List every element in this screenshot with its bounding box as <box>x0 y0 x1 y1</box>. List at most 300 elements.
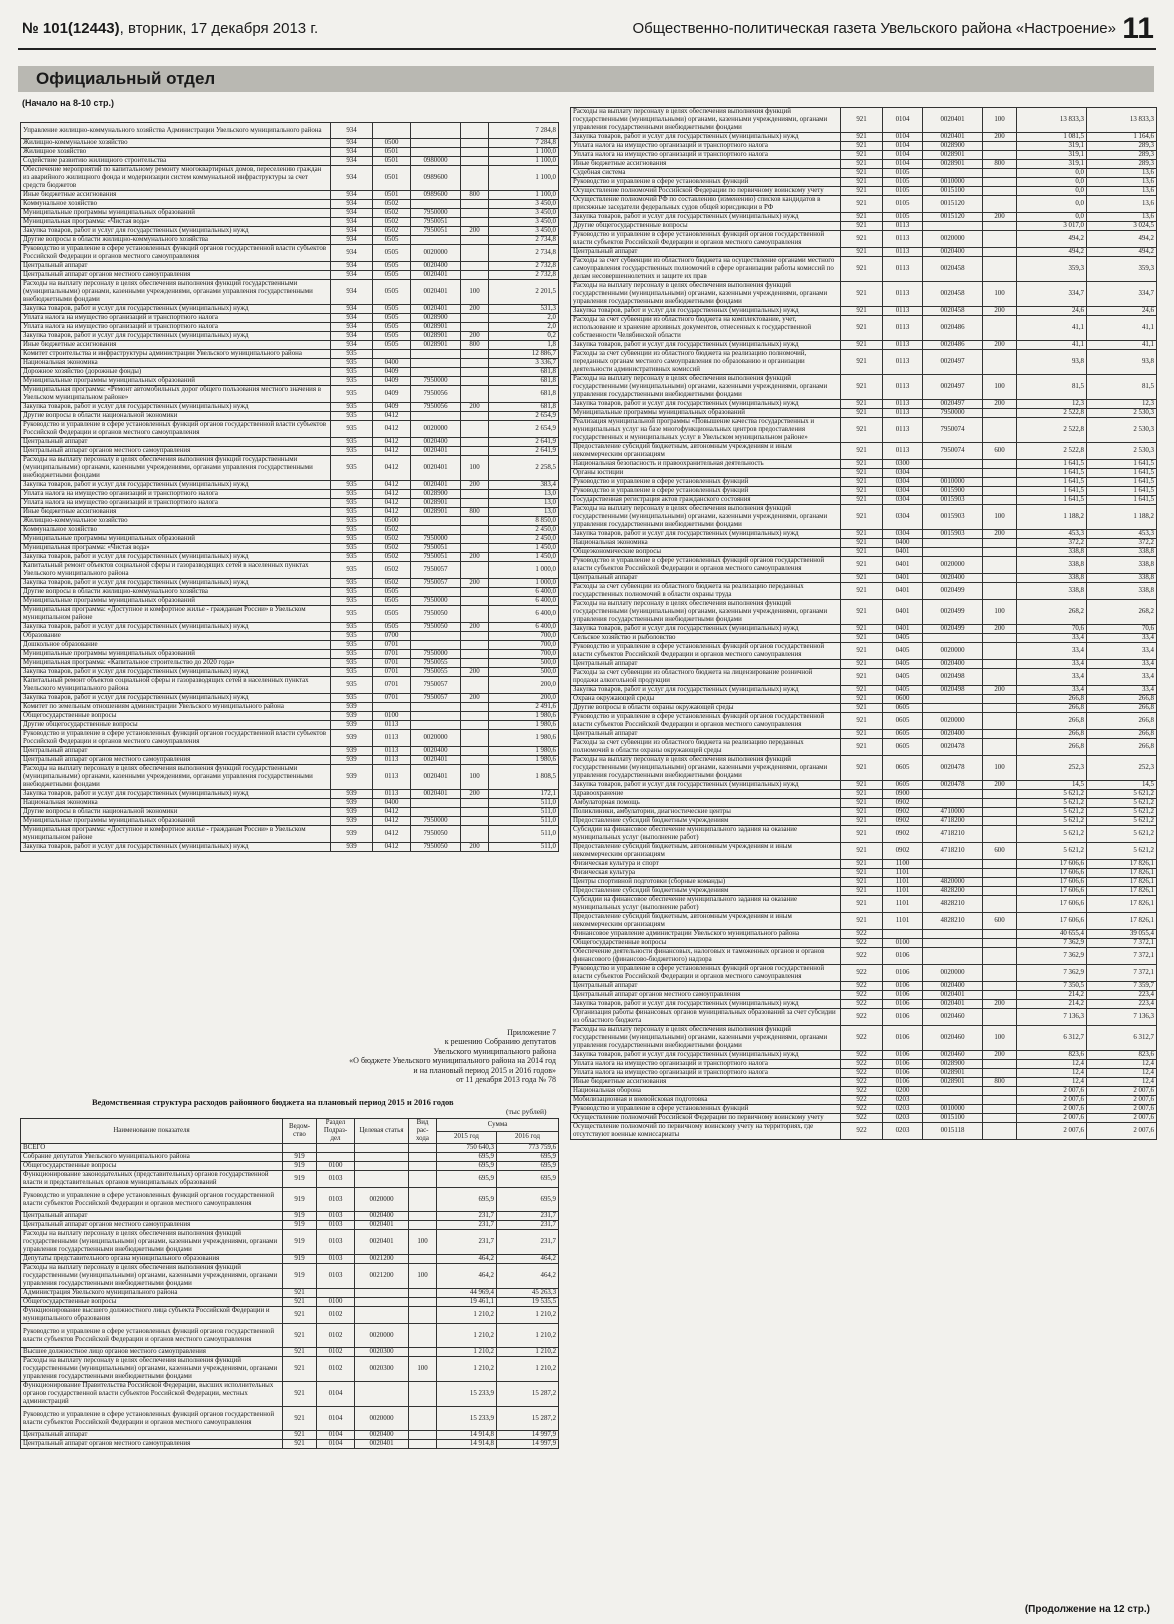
row-value-cell: 0600 <box>883 695 923 704</box>
row-value-cell <box>983 1105 1017 1114</box>
row-value-cell: 0105 <box>883 169 923 178</box>
row-value-cell: 33,4 <box>1087 634 1157 643</box>
row-value-cell <box>461 703 489 712</box>
row-value-cell: 266,8 <box>1017 739 1087 756</box>
row-value-cell: 0502 <box>373 544 411 553</box>
row-value-cell: 100 <box>983 282 1017 307</box>
row-value-cell: 0502 <box>373 209 411 218</box>
row-value-cell: 0020401 <box>923 1000 983 1009</box>
row-value-cell: 0113 <box>373 790 411 799</box>
row-value-cell <box>923 948 983 965</box>
row-value-cell <box>983 869 1017 878</box>
row-value-cell: 359,3 <box>1087 257 1157 282</box>
row-value-cell: 0500 <box>373 139 411 148</box>
row-value-cell: 0400 <box>373 359 411 368</box>
row-value-cell: 494,2 <box>1017 248 1087 257</box>
row-value-cell: 0020401 <box>411 305 461 314</box>
table-row <box>571 151 1157 160</box>
row-value-cell: 13 833,3 <box>1087 108 1157 133</box>
row-value-cell <box>983 178 1017 187</box>
row-value-cell: 7950057 <box>411 579 461 588</box>
row-value-cell: 695,9 <box>437 1153 497 1162</box>
row-value-cell <box>983 1060 1017 1069</box>
row-value-cell: 0106 <box>883 1078 923 1087</box>
row-value-cell: 372,2 <box>1017 539 1087 548</box>
row-value-cell <box>983 1069 1017 1078</box>
table-row <box>571 1078 1157 1087</box>
row-value-cell: 7950000 <box>923 409 983 418</box>
row-value-cell <box>355 1382 409 1407</box>
row-value-cell: 1101 <box>883 896 923 913</box>
row-value-cell: 0021200 <box>355 1255 409 1264</box>
row-value-cell: 0028901 <box>411 332 461 341</box>
row-name-cell: Депутаты представительного органа муниципального образования <box>21 1255 283 1264</box>
row-name-cell: Физическая культура <box>571 869 841 878</box>
row-name-cell: Обеспечение деятельности финансовых, налоговых и таможенных органов и органов финансового (финансово-бюджетного) надзора <box>571 948 841 965</box>
row-value-cell: 921 <box>841 530 883 539</box>
row-value-cell: 1101 <box>883 878 923 887</box>
row-value-cell: 0102 <box>317 1357 355 1382</box>
row-value-cell: 922 <box>841 991 883 1000</box>
row-value-cell <box>373 703 411 712</box>
row-value-cell: 0412 <box>373 421 411 438</box>
table-row <box>571 108 1157 133</box>
table-row <box>571 878 1157 887</box>
row-value-cell: 921 <box>841 826 883 843</box>
row-name-cell: Руководство и управление в сфере установленных функций <box>571 478 841 487</box>
row-value-cell: 1 210,2 <box>497 1307 559 1324</box>
row-value-cell: 13,6 <box>1087 178 1157 187</box>
row-value-cell <box>923 860 983 869</box>
row-value-cell: 33,4 <box>1017 634 1087 643</box>
row-value-cell: 0020478 <box>923 781 983 790</box>
row-value-cell: 921 <box>283 1289 317 1298</box>
row-name-cell: Здравоохранение <box>571 790 841 799</box>
row-value-cell: 1 980,6 <box>489 730 559 747</box>
row-value-cell: 14 997,9 <box>497 1440 559 1449</box>
table-row <box>21 1221 559 1230</box>
row-value-cell <box>411 236 461 245</box>
row-value-cell: 266,8 <box>1017 704 1087 713</box>
row-value-cell: 494,2 <box>1087 231 1157 248</box>
row-value-cell: 695,9 <box>437 1188 497 1212</box>
table-row <box>571 887 1157 896</box>
row-name-cell: Функционирование высшего должностного лица субъекта Российской Федерации и муниципального образования <box>21 1307 283 1324</box>
row-name-cell: Закупка товаров, работ и услуг для государственных (муниципальных) нужд <box>21 481 331 490</box>
row-name-cell: Муниципальная программа: «Чистая вода» <box>21 218 331 227</box>
row-value-cell: 935 <box>331 544 373 553</box>
row-name-cell: Руководство и управление в сфере установленных функций органов государственной власти субъектов Российской Федерации и органов местного самоуправления <box>21 1407 283 1431</box>
row-value-cell: 2 641,9 <box>489 447 559 456</box>
row-value-cell: 750 640,3 <box>437 1144 497 1153</box>
row-value-cell: 0028900 <box>923 1060 983 1069</box>
row-name-cell: Государственная регистрация актов гражданского состояния <box>571 496 841 505</box>
row-value-cell: 33,4 <box>1087 660 1157 669</box>
row-value-cell: 13,0 <box>489 499 559 508</box>
row-value-cell <box>409 1255 437 1264</box>
row-value-cell <box>923 1096 983 1105</box>
table-row <box>21 843 559 852</box>
table-row <box>571 505 1157 530</box>
row-value-cell: 939 <box>331 790 373 799</box>
row-value-cell <box>983 487 1017 496</box>
table-row <box>21 139 559 148</box>
row-value-cell: 0113 <box>883 231 923 248</box>
table-row <box>21 227 559 236</box>
row-value-cell: 17 826,1 <box>1087 869 1157 878</box>
row-value-cell: 0409 <box>373 403 411 412</box>
row-value-cell <box>461 386 489 403</box>
row-value-cell <box>983 1009 1017 1026</box>
row-value-cell: 12,4 <box>1087 1060 1157 1069</box>
row-value-cell: 0113 <box>883 341 923 350</box>
row-value-cell <box>461 271 489 280</box>
row-value-cell: 921 <box>841 790 883 799</box>
row-name-cell: Национальная безопасность и правоохранительная деятельность <box>571 460 841 469</box>
row-value-cell: 1 081,5 <box>1017 133 1087 142</box>
row-value-cell <box>411 350 461 359</box>
row-value-cell <box>411 123 461 139</box>
row-value-cell <box>923 799 983 808</box>
row-value-cell: 0700 <box>373 632 411 641</box>
row-value-cell: 0505 <box>373 341 411 350</box>
table-row <box>21 1382 559 1407</box>
row-value-cell: 0502 <box>373 227 411 236</box>
row-value-cell <box>409 1171 437 1188</box>
table-row <box>21 544 559 553</box>
row-value-cell: 700,0 <box>489 641 559 650</box>
row-value-cell: 921 <box>841 108 883 133</box>
row-value-cell: 1101 <box>883 887 923 896</box>
table-row <box>571 400 1157 409</box>
row-value-cell: 0113 <box>373 721 411 730</box>
row-value-cell: 935 <box>331 659 373 668</box>
row-value-cell: 1 641,5 <box>1087 460 1157 469</box>
row-value-cell: 5 621,2 <box>1017 843 1087 860</box>
table-row <box>571 643 1157 660</box>
row-value-cell: 0028901 <box>411 499 461 508</box>
row-value-cell: 33,4 <box>1087 643 1157 660</box>
row-value-cell <box>461 262 489 271</box>
row-value-cell: 0010000 <box>923 478 983 487</box>
budget-table-left <box>20 122 559 852</box>
table-row <box>21 1153 559 1162</box>
row-value-cell: 200 <box>461 553 489 562</box>
row-value-cell: 0902 <box>883 843 923 860</box>
row-value-cell: 453,3 <box>1017 530 1087 539</box>
row-value-cell: 935 <box>331 481 373 490</box>
table-row <box>571 869 1157 878</box>
row-value-cell: 921 <box>841 505 883 530</box>
row-value-cell: 7950050 <box>411 623 461 632</box>
table-row <box>21 1407 559 1431</box>
row-value-cell: 0405 <box>883 643 923 660</box>
row-value-cell: 14,5 <box>1087 781 1157 790</box>
row-value-cell: 0500 <box>373 517 411 526</box>
row-value-cell: 921 <box>841 460 883 469</box>
row-value-cell: 1 188,2 <box>1087 505 1157 530</box>
row-value-cell: 0010000 <box>923 178 983 187</box>
table-row <box>571 991 1157 1000</box>
table-row <box>21 826 559 843</box>
row-value-cell: 2 530,3 <box>1087 418 1157 443</box>
row-value-cell: 934 <box>331 218 373 227</box>
table-row <box>571 799 1157 808</box>
row-value-cell: 0020400 <box>923 982 983 991</box>
row-value-cell: 695,9 <box>497 1171 559 1188</box>
row-value-cell: 1 808,5 <box>489 765 559 790</box>
row-value-cell: 600 <box>983 443 1017 460</box>
row-value-cell: 921 <box>841 196 883 213</box>
row-name-cell: Капитальный ремонт объектов социальной сферы и газоразводящих сетей в населенных пунктах Увельского муниципального района <box>21 677 331 694</box>
row-name-cell: Расходы на выплату персоналу в целях обеспечения выполнения функций государственными (муниципальными) органами, казенными учреждениями, органами управления государственными внебюджетными фондами <box>21 1264 283 1289</box>
row-value-cell: 100 <box>983 756 1017 781</box>
row-name-cell: Расходы на выплату персоналу в целях обеспечения выполнения функций государственными (муниципальными) органами, казенными учреждениями, органами управления государственными внебюджетными фондами <box>571 1026 841 1051</box>
col-dept-header: Ведом-ство <box>283 1119 317 1144</box>
row-value-cell: 921 <box>841 878 883 887</box>
row-value-cell: 511,0 <box>489 817 559 826</box>
row-name-cell: Закупка товаров, работ и услуг для государственных (муниципальных) нужд <box>571 686 841 695</box>
row-name-cell: Предоставление субсидий бюджетным, автономным учреждениям и иным некоммерческим организациям <box>571 443 841 460</box>
row-value-cell: 2 007,6 <box>1017 1114 1087 1123</box>
row-value-cell: 0028901 <box>411 341 461 350</box>
row-value-cell: 6 312,7 <box>1087 1026 1157 1051</box>
row-value-cell <box>283 1144 317 1153</box>
row-name-cell: Расходы за счет субвенции из областного бюджета на комплектование, учет, использование и хранение архивных документов, отнесенных к государственной собственности Челябинской области <box>571 316 841 341</box>
row-value-cell: 2 641,9 <box>489 438 559 447</box>
row-value-cell: 200 <box>461 668 489 677</box>
row-value-cell <box>409 1289 437 1298</box>
row-value-cell: 922 <box>841 930 883 939</box>
row-name-cell: Осуществление полномочий по первичному воинскому учету на территориях, где отсутствуют военные комиссариаты <box>571 1123 841 1140</box>
row-value-cell: 7950000 <box>411 535 461 544</box>
row-value-cell: 921 <box>841 443 883 460</box>
row-value-cell: 200 <box>983 530 1017 539</box>
row-value-cell: 2 530,3 <box>1087 409 1157 418</box>
row-value-cell <box>461 817 489 826</box>
table-row <box>571 600 1157 625</box>
row-value-cell: 0020401 <box>411 271 461 280</box>
row-value-cell: 935 <box>331 694 373 703</box>
row-value-cell <box>461 323 489 332</box>
row-value-cell: 0902 <box>883 817 923 826</box>
unit-label: (тыс рублей) <box>506 1107 547 1116</box>
row-value-cell <box>355 1153 409 1162</box>
row-value-cell <box>983 991 1017 1000</box>
row-value-cell <box>411 368 461 377</box>
row-name-cell: Закупка товаров, работ и услуг для государственных (муниципальных) нужд <box>571 307 841 316</box>
row-value-cell: 8 850,0 <box>489 517 559 526</box>
row-value-cell: 0103 <box>317 1212 355 1221</box>
row-value-cell: 0412 <box>373 447 411 456</box>
table-row <box>21 694 559 703</box>
row-value-cell: 1 641,5 <box>1017 496 1087 505</box>
row-value-cell: 0502 <box>373 200 411 209</box>
row-value-cell: 15 287,2 <box>497 1382 559 1407</box>
row-value-cell: 0106 <box>883 982 923 991</box>
row-value-cell: 0113 <box>373 747 411 756</box>
row-value-cell: 70,6 <box>1017 625 1087 634</box>
row-value-cell: 17 826,1 <box>1087 913 1157 930</box>
row-value-cell: 0502 <box>373 218 411 227</box>
row-name-cell: Расходы за счет субвенции из областного бюджета на осуществление органами местного самоуправления государственных полномочий в сфере организации работы комиссий по делам несовершеннолетних и защите их прав <box>571 257 841 282</box>
row-value-cell: 0412 <box>373 438 411 447</box>
row-value-cell: 223,4 <box>1087 1000 1157 1009</box>
row-name-cell: Организация работы финансовых органов муниципальных образований за счет субсидии из областного бюджета <box>571 1009 841 1026</box>
row-value-cell: 7950000 <box>411 597 461 606</box>
row-value-cell <box>983 557 1017 574</box>
row-name-cell: Физическая культура и спорт <box>571 860 841 869</box>
row-value-cell: 921 <box>841 669 883 686</box>
row-value-cell: 0605 <box>883 730 923 739</box>
table-row <box>21 703 559 712</box>
row-value-cell: 5 621,2 <box>1017 790 1087 799</box>
row-value-cell: 1 100,0 <box>489 157 559 166</box>
row-value-cell: 800 <box>983 1078 1017 1087</box>
row-value-cell: 0020486 <box>923 316 983 341</box>
table-row <box>571 948 1157 965</box>
budget-table-right <box>570 107 1157 1140</box>
row-value-cell: 935 <box>331 403 373 412</box>
row-value-cell: 823,6 <box>1017 1051 1087 1060</box>
row-value-cell: 0304 <box>883 496 923 505</box>
row-name-cell: Уплата налога на имущество организаций и транспортного налога <box>571 151 841 160</box>
row-value-cell: 1 100,0 <box>489 166 559 191</box>
row-value-cell: 19 535,5 <box>497 1298 559 1307</box>
row-value-cell: 935 <box>331 526 373 535</box>
row-value-cell: 934 <box>331 323 373 332</box>
table-row <box>571 443 1157 460</box>
row-name-cell: Центральный аппарат <box>21 1431 283 1440</box>
row-value-cell: 464,2 <box>437 1255 497 1264</box>
row-value-cell: 0020460 <box>923 1009 983 1026</box>
row-value-cell: 6 400,0 <box>489 597 559 606</box>
row-name-cell: Иные бюджетные ассигнования <box>21 191 331 200</box>
col-2016-header: 2016 год <box>497 1131 559 1144</box>
row-value-cell: 1 641,5 <box>1087 469 1157 478</box>
row-value-cell: 100 <box>983 108 1017 133</box>
row-value-cell: 359,3 <box>1017 257 1087 282</box>
row-name-cell: Закупка товаров, работ и услуг для государственных (муниципальных) нужд <box>571 133 841 142</box>
row-value-cell <box>461 544 489 553</box>
row-value-cell: 935 <box>331 377 373 386</box>
row-value-cell: 919 <box>283 1162 317 1171</box>
row-value-cell: 935 <box>331 412 373 421</box>
row-value-cell: 921 <box>841 375 883 400</box>
row-value-cell: 935 <box>331 508 373 517</box>
row-value-cell: 7 372,1 <box>1087 948 1157 965</box>
row-value-cell: 5 621,2 <box>1087 799 1157 808</box>
row-value-cell: 921 <box>283 1348 317 1357</box>
row-value-cell: 0605 <box>883 704 923 713</box>
row-value-cell: 2 258,5 <box>489 456 559 481</box>
row-value-cell <box>461 166 489 191</box>
row-value-cell: 41,1 <box>1017 316 1087 341</box>
row-value-cell: 0106 <box>883 1009 923 1026</box>
row-value-cell: 921 <box>841 660 883 669</box>
row-value-cell: 1 980,6 <box>489 756 559 765</box>
table-row <box>21 403 559 412</box>
table-row <box>21 209 559 218</box>
row-value-cell: 200 <box>983 781 1017 790</box>
row-value-cell: 1 450,0 <box>489 544 559 553</box>
row-value-cell: 0502 <box>373 579 411 588</box>
row-value-cell: 0412 <box>373 826 411 843</box>
row-value-cell: 44 969,4 <box>437 1289 497 1298</box>
row-name-cell: Руководство и управление в сфере установленных функций органов государственной власти субъектов Российской Федерации и органов местного самоуправления <box>571 713 841 730</box>
row-value-cell: 289,3 <box>1087 142 1157 151</box>
row-value-cell: 7950051 <box>411 553 461 562</box>
row-value-cell <box>411 808 461 817</box>
row-value-cell: 1 188,2 <box>1017 505 1087 530</box>
row-value-cell: 935 <box>331 490 373 499</box>
row-value-cell: 338,8 <box>1017 548 1087 557</box>
row-value-cell: 0020400 <box>355 1212 409 1221</box>
row-value-cell: 0015100 <box>923 1114 983 1123</box>
row-value-cell <box>983 896 1017 913</box>
row-value-cell: 0028901 <box>923 1069 983 1078</box>
row-name-cell: Закупка товаров, работ и услуг для государственных (муниципальных) нужд <box>571 341 841 350</box>
row-value-cell: 922 <box>841 1096 883 1105</box>
row-value-cell: 494,2 <box>1087 248 1157 257</box>
row-value-cell <box>983 409 1017 418</box>
row-value-cell: 19 461,1 <box>437 1298 497 1307</box>
table-row <box>21 280 559 305</box>
row-value-cell: 939 <box>331 817 373 826</box>
row-name-cell: Закупка товаров, работ и услуг для государственных (муниципальных) нужд <box>21 790 331 799</box>
row-value-cell: 934 <box>331 332 373 341</box>
row-value-cell: 338,8 <box>1087 557 1157 574</box>
row-value-cell: 695,9 <box>497 1153 559 1162</box>
row-value-cell <box>461 650 489 659</box>
row-name-cell: Закупка товаров, работ и услуг для государственных (муниципальных) нужд <box>571 530 841 539</box>
row-value-cell: 0400 <box>883 539 923 548</box>
row-value-cell: 7 136,3 <box>1017 1009 1087 1026</box>
row-value-cell <box>983 660 1017 669</box>
row-value-cell: 0113 <box>883 257 923 282</box>
table-row <box>21 790 559 799</box>
row-value-cell: 935 <box>331 641 373 650</box>
table-row <box>21 236 559 245</box>
row-value-cell: 7 136,3 <box>1087 1009 1157 1026</box>
end-note: (Продолжение на 12 стр.) <box>1024 1604 1150 1615</box>
table-row <box>571 169 1157 178</box>
row-name-cell: Иные бюджетные ассигнования <box>21 508 331 517</box>
row-value-cell: 200,0 <box>489 677 559 694</box>
row-value-cell: 268,2 <box>1017 600 1087 625</box>
row-value-cell: 921 <box>841 478 883 487</box>
row-value-cell: 93,8 <box>1087 350 1157 375</box>
row-value-cell <box>983 1087 1017 1096</box>
row-value-cell: 231,7 <box>497 1230 559 1255</box>
row-value-cell: 921 <box>841 625 883 634</box>
row-value-cell <box>461 236 489 245</box>
row-value-cell: 1 210,2 <box>497 1348 559 1357</box>
table-row <box>571 409 1157 418</box>
table-row <box>21 1357 559 1382</box>
row-value-cell: 0020400 <box>923 574 983 583</box>
row-value-cell: 0020400 <box>923 248 983 257</box>
row-value-cell: 1 980,6 <box>489 712 559 721</box>
row-value-cell: 231,7 <box>437 1212 497 1221</box>
row-value-cell: 266,8 <box>1087 704 1157 713</box>
row-name-cell: Администрация Увельского муниципального района <box>21 1289 283 1298</box>
row-value-cell: 935 <box>331 562 373 579</box>
table-row <box>21 157 559 166</box>
row-value-cell: 0103 <box>317 1255 355 1264</box>
row-value-cell: 921 <box>841 808 883 817</box>
row-value-cell <box>317 1289 355 1298</box>
